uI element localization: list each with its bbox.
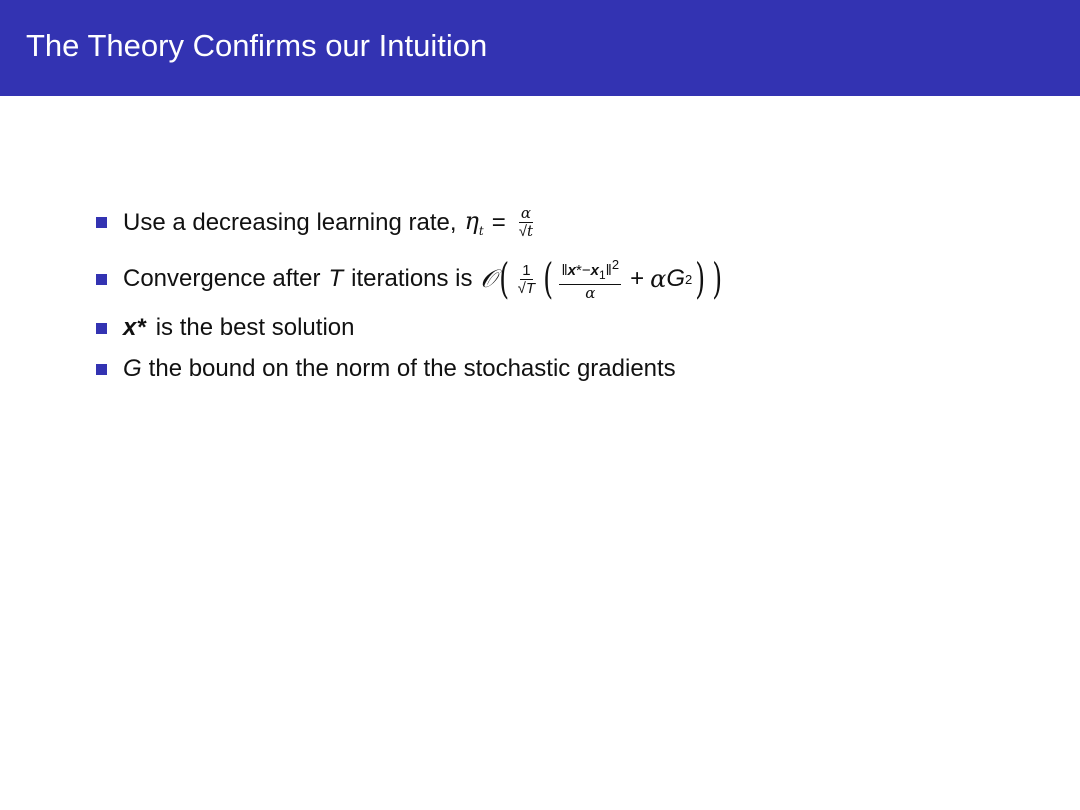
bullet-text: Convergence after xyxy=(123,265,321,292)
bullet-best-solution xyxy=(96,314,354,342)
bullet-square-icon xyxy=(96,323,107,334)
convergence-formula: 𝒪 ( $\frac{1}{√T}$ ( $\frac{‖x*-x_1‖^2}{\alpha}$ + α G 2 ) ) xyxy=(480,254,722,303)
bullet-text: the bound on the norm of the stochastic gradients xyxy=(148,355,676,382)
variable-T: T xyxy=(328,265,344,292)
bullet-gradient-bound xyxy=(96,355,676,383)
variable-x-star: x* xyxy=(123,314,146,341)
learning-rate-formula: $\eta_t$ = $\frac{\alpha}{√t}$ xyxy=(464,204,534,240)
bullet-square-icon xyxy=(96,217,107,228)
bullet-text-after: iterations is xyxy=(351,265,473,292)
bullet-learning-rate xyxy=(96,205,538,240)
bullet-text: Use a decreasing learning rate, xyxy=(123,208,457,236)
bullet-text: is the best solution xyxy=(155,314,355,341)
bullet-convergence xyxy=(96,256,725,302)
bullet-square-icon xyxy=(96,274,107,285)
slide-title: The Theory Confirms our Intuition xyxy=(26,28,488,63)
bullet-square-icon xyxy=(96,364,107,375)
variable-G: G xyxy=(123,355,142,382)
